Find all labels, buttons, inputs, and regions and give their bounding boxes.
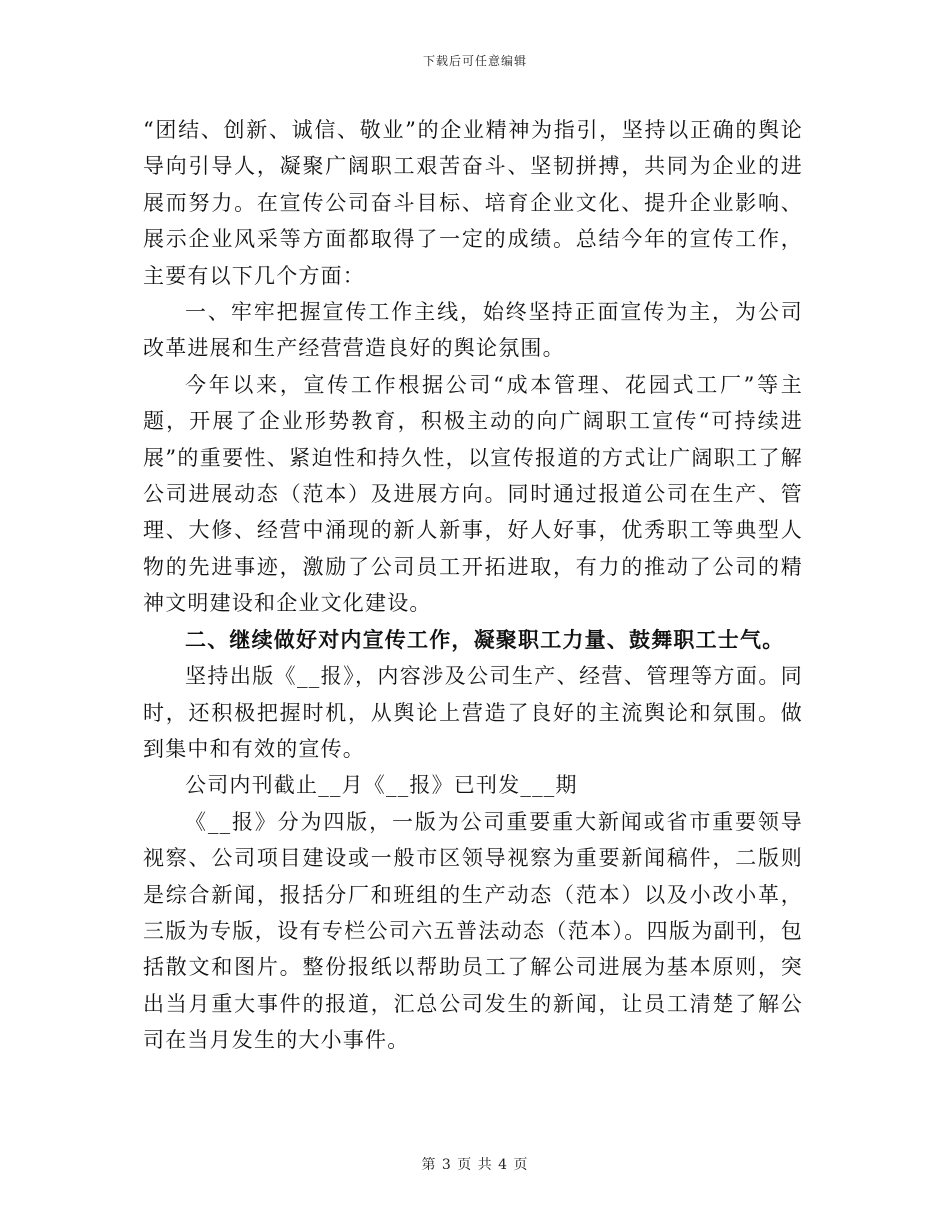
document-body — [143, 112, 803, 1059]
paragraph-intro: “团结、创新、诚信、敬业”的企业精神为指引，坚持以正确的舆论导向引导人，凝聚广阔职工艰苦奋斗、坚韧拼搏，共同为企业的进展而努力。在宣传公司奋斗目标、培育企业文化、提升企业影响、展示企业风采等方面都取得了一定的成绩。总结今年的宣传工作，主要有以下几个方面： — [143, 118, 803, 288]
paragraph-propaganda: 今年以来，宣传工作根据公司“成本管理、花园式工厂”等主题，开展了企业形势教育，积极主动的向广阔职工宣传“可持续进展”的重要性、紧迫性和持久性，以宣传报道的方式让广阔职工了解公司进展动态（范本）及进展方向。同时通过报道公司在生产、管理、大修、经营中涌现的新人新事，好人好事，优秀职工等典型人物的先进事迹，激励了公司员工开拓进取，有力的推动了公司的精神文明建设和企业文化建设。 — [143, 372, 803, 616]
section-heading-1: 一、牢牢把握宣传工作主线，始终坚持正面宣传为主，为公司改革进展和生产经营营造良好的舆论氛围。 — [143, 300, 803, 361]
paragraph-newspaper: 坚持出版《__报》，内容涉及公司生产、经营、管理等方面。同时，还积极把握时机，从舆论上营造了良好的主流舆论和氛围。做到集中和有效的宣传。 — [143, 664, 803, 761]
page-header: 下载后可任意编辑 — [422, 54, 527, 68]
section-heading-2: 二、继续做好对内宣传工作，凝聚职工力量、鼓舞职工士气。 — [185, 626, 785, 652]
paragraph-layout: 《__报》分为四版，一版为公司重要重大新闻或省市重要领导视察、公司项目建设或一般市区领导视察为重要新闻稿件，二版则是综合新闻，报括分厂和班组的生产动态（范本）以及小改小革，三版为专版，设有专栏公司六五普法动态（范本）。四版为副刊，包括散文和图片。整份报纸以帮助员工了解公司进展为基本原则，突出当月重大事件的报道，汇总公司发生的新闻，让员工清楚了解公司在当月发生的大小事件。 — [143, 809, 803, 1053]
paragraph-issue-count: 公司内刊截止__月《__报》已刊发___期 — [185, 773, 578, 798]
page-footer: 第 3 页 共 4 页 — [421, 1157, 529, 1173]
